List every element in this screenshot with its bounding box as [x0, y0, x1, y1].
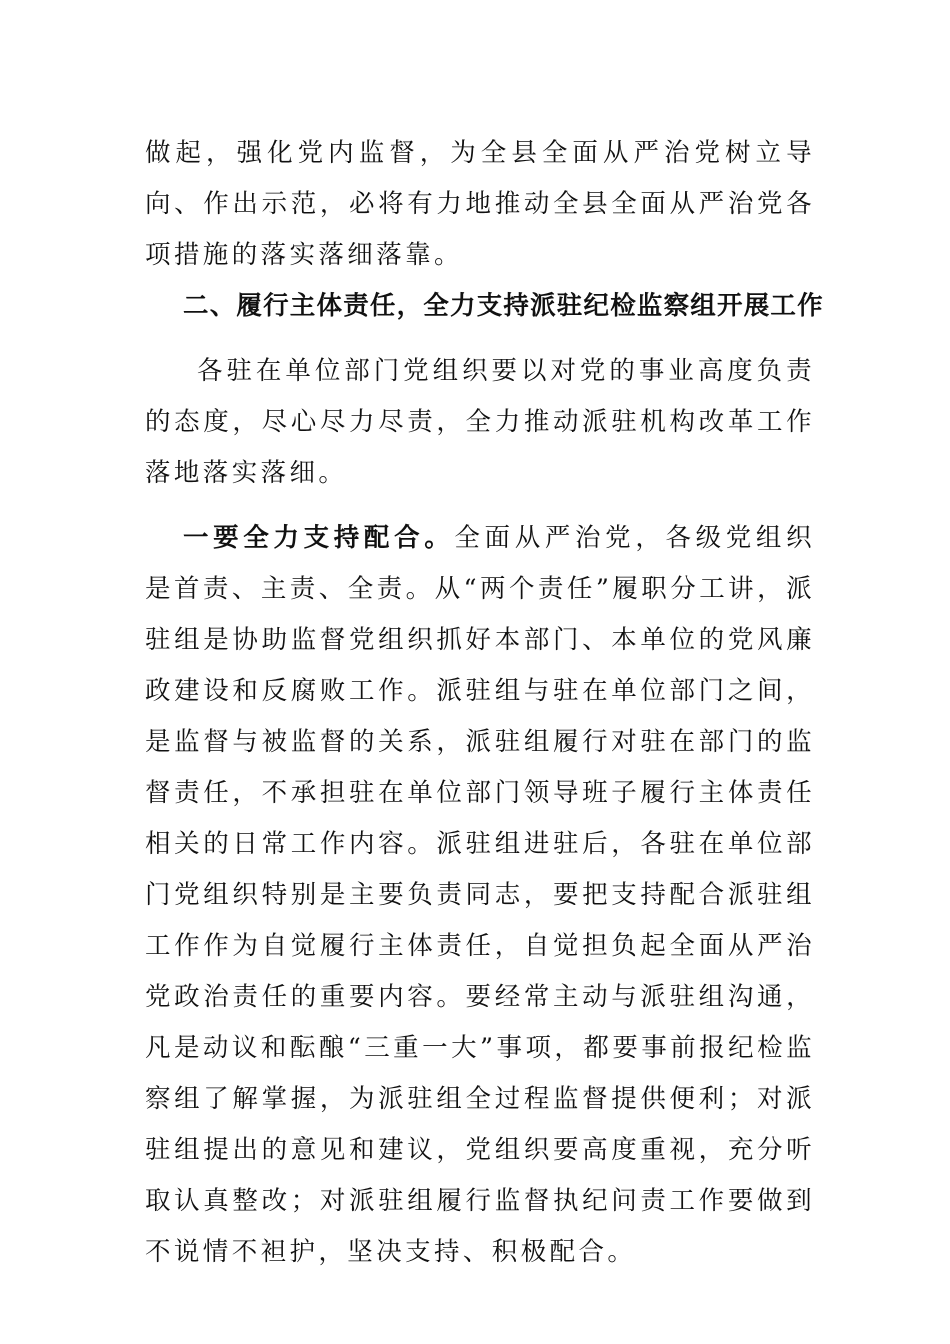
point-one-lead: 一要全力支持配合。 [183, 523, 455, 553]
document-page [145, 128, 824, 1278]
section-heading: 二、履行主体责任，全力支持派驻纪检监察组开展工作 [183, 291, 824, 321]
intro-paragraph: 各驻在单位部门党组织要以对党的事业高度负责的态度，尽心尽力尽责，全力推动派驻机构改革工作落地落实落细。 [145, 356, 815, 488]
point-one-paragraph [145, 513, 815, 1278]
continuation-paragraph: 做起，强化党内监督，为全县全面从严治党树立导向、作出示范，必将有力地推动全县全面从严治党各项措施的落实落细落靠。 [145, 138, 815, 270]
point-one-body: 全面从严治党，各级党组织是首责、主责、全责。从“两个责任”履职分工讲，派驻组是协助监督党组织抓好本部门、本单位的党风廉政建设和反腐败工作。派驻组与驻在单位部门之间，是监督与被监督的关系，派驻组履行对驻在部门的监督责任，不承担驻在单位部门领导班子履行主体责任相关的日常工作内容。派驻组进驻后，各驻在单位部门党组织特别是主要负责同志，要把支持配合派驻组工作作为自觉履行主体责任，自觉担负起全面从严治党政治责任的重要内容。要经常主动与派驻组沟通，凡是动议和酝酿“三重一大”事项，都要事前报纪检监察组了解掌握，为派驻组全过程监督提供便利；对派驻组提出的意见和建议，党组织要高度重视，充分听取认真整改；对派驻组履行监督执纪问责工作要做到不说情不袒护，坚决支持、积极配合。 [145, 523, 815, 1267]
